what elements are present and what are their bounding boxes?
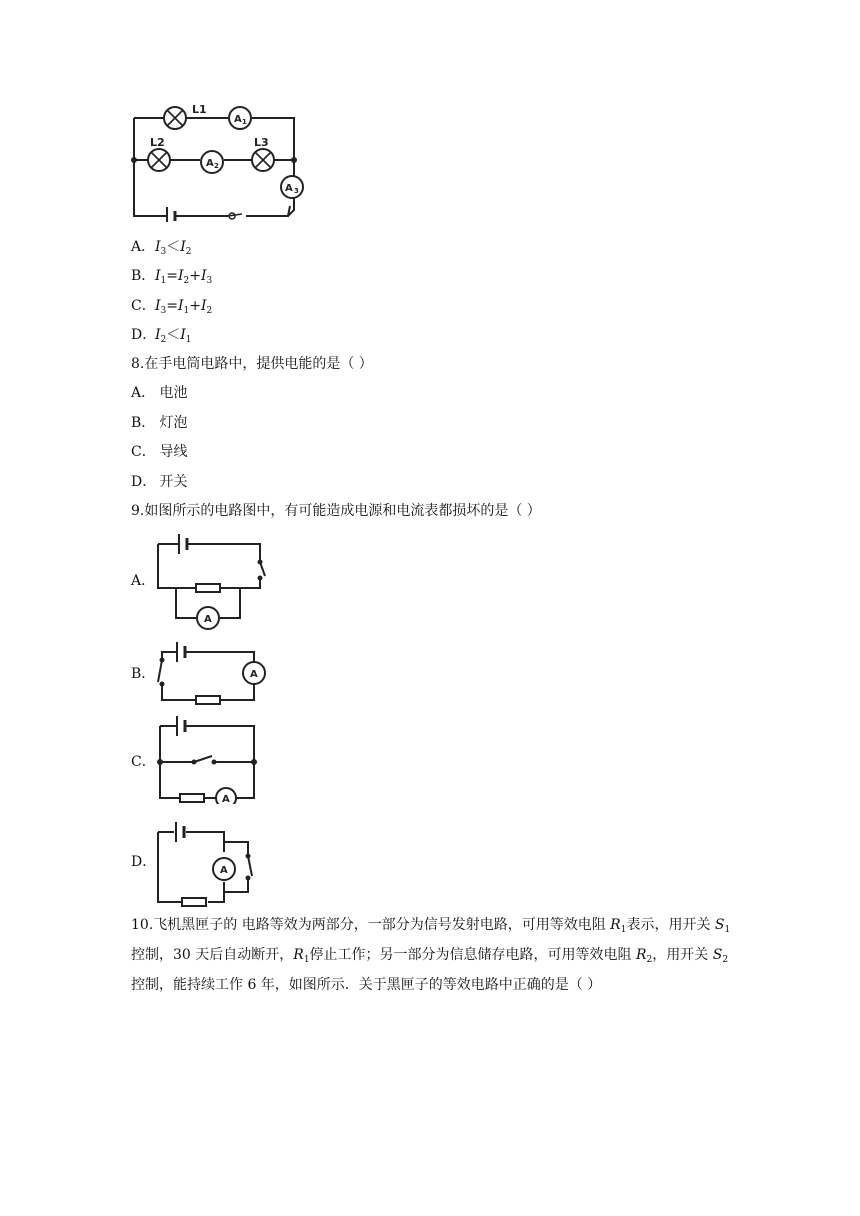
q8-stem: 8.在手电筒电路中，提供电能的是（ ） [131,356,373,372]
q9-stem: 9.如图所示的电路图中，有可能造成电源和电流表都损坏的是（ ） [131,503,541,519]
svg-text:A: A [206,158,214,169]
option-letter: A． [131,573,156,589]
lamp-l1-icon [164,107,186,129]
switch-icon [258,560,266,581]
lamp-l2-icon [148,149,170,171]
resistor-icon [196,696,220,704]
option-text: 灯泡 [159,415,188,431]
ammeter-a2-icon [201,151,223,173]
q7-circuit-diagram [128,100,308,222]
lamp-l3-icon [252,149,274,171]
q9-circuit-b[interactable] [152,638,272,708]
battery-icon [177,642,185,662]
svg-text:A: A [250,669,258,680]
q10-stem: 10.飞机黑匣子的 电路等效为两部分，一部分为信号发射电路，可用等效电阻 $R_1$表示，用开关 $S_1$控制，30 天后自动断开，$R_1$停止工作；另一部分为信息储存电路，可用等效电阻 $R_2$，用开关 $S_2$控制，能持续工作 6 年，如图所示．关于黑匣子的等效电路中正确的是（ ） [131,917,731,993]
ammeter-a3-icon [281,176,303,198]
svg-text:3: 3 [294,187,299,195]
q7-option-c[interactable]: C．$I_3=I_1+I_2$ [131,298,213,316]
label-l1: L1 [192,103,207,116]
option-letter: B． [131,415,156,431]
svg-text:A: A [285,183,293,194]
switch-icon [246,854,253,881]
option-letter: B． [131,666,156,682]
switch-icon [158,658,165,687]
svg-text:A: A [234,114,242,125]
option-letter: D． [131,854,157,870]
q9-circuit-d[interactable] [152,812,272,908]
option-letter: A． [131,239,156,255]
q7-option-b[interactable]: B．$I_1=I_2+I_3$ [131,268,213,286]
switch-icon [192,756,217,765]
resistor-icon [180,794,204,802]
svg-text:2: 2 [214,162,219,170]
ammeter-icon [216,788,236,804]
svg-text:1: 1 [242,118,247,126]
q7-option-d[interactable]: D．$I_2<I_1$ [131,327,192,345]
resistor-icon [182,898,206,906]
ammeter-icon [243,662,265,684]
option-letter: D． [131,327,157,343]
svg-text:A: A [204,614,212,625]
ammeter-a1-icon [229,107,251,129]
option-letter: D． [131,474,157,490]
q9-circuit-a[interactable] [152,532,272,630]
option-letter: A． [131,385,156,401]
svg-text:A: A [220,865,228,876]
battery-icon [167,207,175,222]
battery-icon [179,534,187,554]
q8-option-c[interactable] [131,443,187,461]
option-text: 导线 [159,444,188,460]
battery-icon [177,716,185,736]
svg-text:A: A [222,794,230,804]
option-letter: C． [131,298,156,314]
option-letter: C． [131,754,156,770]
q8-option-b[interactable] [131,414,187,432]
q9-circuit-c[interactable] [152,712,272,804]
switch-icon [228,213,242,219]
resistor-icon [196,584,220,592]
option-text: 电池 [159,385,188,401]
option-text: 开关 [159,474,188,490]
battery-icon [176,822,184,842]
label-l3: L3 [254,136,269,149]
q8-option-a[interactable] [131,384,187,402]
q8-option-d[interactable] [131,473,187,491]
option-letter: C． [131,444,156,460]
ammeter-icon [213,858,235,880]
q7-option-a[interactable]: A．$I_3<I_2$ [131,239,192,257]
option-letter: B． [131,268,156,284]
label-l2: L2 [150,136,165,149]
ammeter-icon [197,607,219,629]
